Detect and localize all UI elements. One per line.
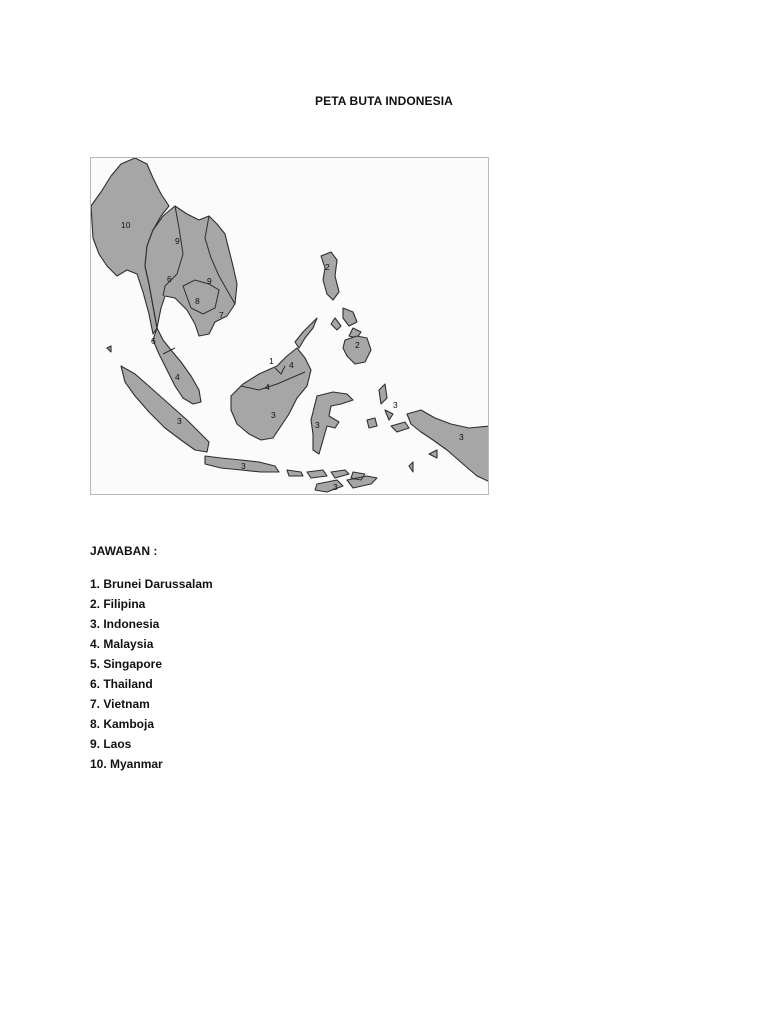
map-label-malaysia-peninsula: 4: [175, 372, 180, 382]
answer-item: 7. Vietnam: [90, 697, 150, 711]
papua-island: [407, 410, 489, 482]
palawan-island: [295, 318, 317, 348]
map-label-laos-north: 9: [175, 236, 180, 246]
map-label-indonesia-kalimantan: 3: [271, 410, 276, 420]
map-label-malaysia-sabah: 4: [289, 360, 294, 370]
map-label-thailand-south: 6: [151, 336, 156, 346]
map-label-myanmar: 10: [121, 220, 131, 230]
map-label-indonesia-nusa: 3: [333, 482, 338, 492]
map-label-kamboja: 8: [195, 296, 200, 306]
map-label-indonesia-sumatra: 3: [177, 416, 182, 426]
map-label-indonesia-papua: 3: [459, 432, 464, 442]
answer-item: 10. Myanmar: [90, 757, 163, 771]
map-label-thailand-north: 6: [167, 274, 172, 284]
small-island-east: [409, 462, 413, 472]
small-island-west: [107, 346, 111, 352]
sumatra-island: [121, 366, 209, 452]
page-title: PETA BUTA INDONESIA: [315, 94, 453, 108]
blind-map-svg: [91, 158, 489, 495]
answer-item: 9. Laos: [90, 737, 132, 751]
answer-item: 6. Thailand: [90, 677, 153, 691]
answer-item: 5. Singapore: [90, 657, 163, 671]
map-label-indonesia-maluku: 3: [393, 400, 398, 410]
nusa-islands: [287, 470, 377, 492]
blind-map: [90, 157, 489, 495]
answers-list: [90, 576, 213, 776]
map-label-indonesia-java: 3: [241, 461, 246, 471]
map-label-filipina-north: 2: [325, 262, 330, 272]
answer-item: 2. Filipina: [90, 597, 146, 611]
map-label-filipina-south: 2: [355, 340, 360, 350]
maluku-islands: [367, 384, 409, 432]
malay-peninsula: [153, 328, 201, 404]
answer-item: 3. Indonesia: [90, 617, 160, 631]
luzon-island: [321, 252, 339, 300]
answer-item: 4. Malaysia: [90, 637, 154, 651]
map-label-vietnam: 7: [219, 310, 224, 320]
answer-item: 8. Kamboja: [90, 717, 155, 731]
answers-heading: JAWABAN :: [90, 544, 158, 558]
answer-item: 1. Brunei Darussalam: [90, 577, 213, 591]
map-label-laos-south: 9: [207, 276, 212, 286]
visayas-islands: [331, 308, 361, 338]
map-label-indonesia-sulawesi: 3: [315, 420, 320, 430]
map-label-brunei: 1: [269, 356, 274, 366]
small-island-timor: [429, 450, 437, 458]
map-label-malaysia-sarawak: 4: [265, 382, 270, 392]
